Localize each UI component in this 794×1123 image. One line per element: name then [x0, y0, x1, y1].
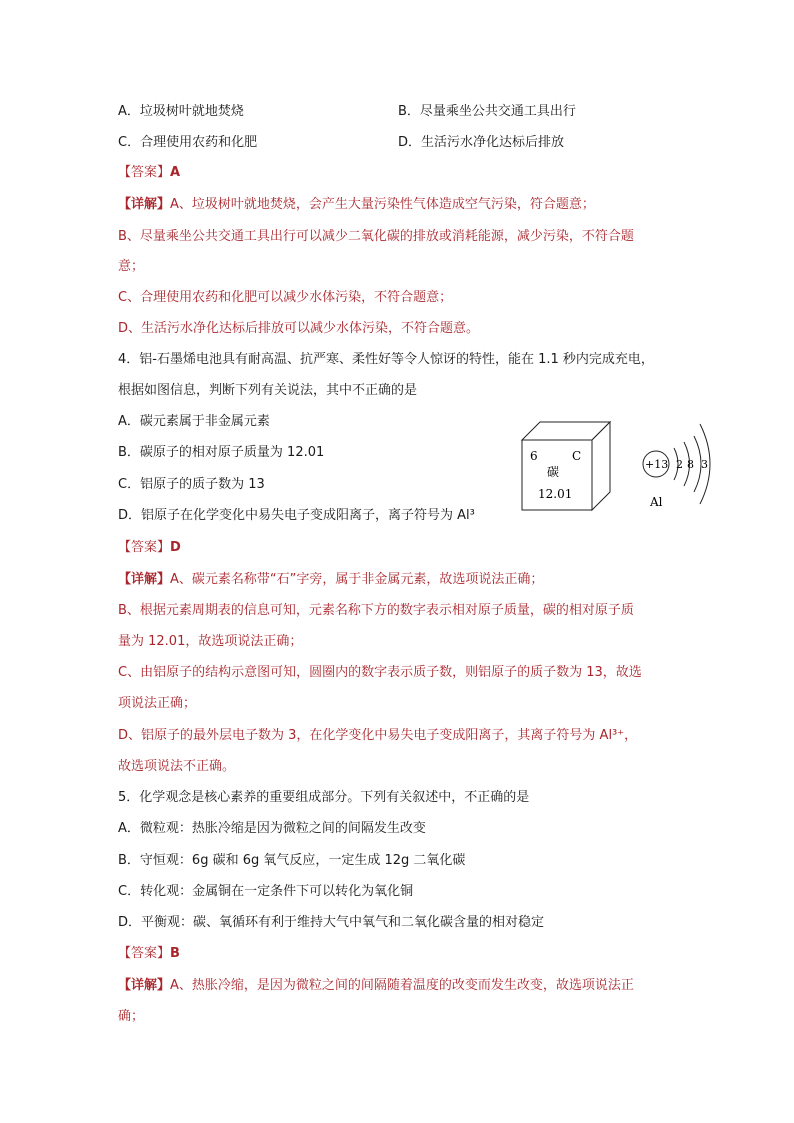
atomic-mass: 12.01: [538, 487, 573, 501]
q5-option-a: A．微粒观：热胀冷缩是因为微粒之间的间隔发生改变: [118, 821, 426, 836]
detail-label: 【详解】: [118, 978, 171, 993]
q5-detail-a2: 确；: [118, 1009, 145, 1024]
answer-label: 【答案】: [118, 946, 171, 961]
q5-answer: [118, 945, 180, 963]
q5-detail-a1: [118, 977, 634, 995]
detail-label: 【详解】: [118, 572, 171, 587]
element-symbol: C: [572, 449, 582, 463]
detail-text: A、垃圾树叶就地焚烧，会产生大量污染性气体造成空气污染，符合题意；: [170, 197, 595, 212]
q4-detail-d2: 故选项说法不正确。: [118, 759, 236, 774]
answer-label: 【答案】: [118, 540, 171, 555]
answer-value: B: [170, 946, 180, 961]
shell-2-electrons: 8: [687, 458, 694, 471]
q4-option-b: B．碳原子的相对原子质量为 12.01: [118, 445, 325, 460]
q4-option-d: D．铝原子在化学变化中易失电子变成阳离子，离子符号为 Al³: [118, 508, 475, 523]
q3-option-b: B．尽量乘坐公共交通工具出行: [398, 104, 576, 119]
q4-detail-d1: D、铝原子的最外层电子数为 3，在化学变化中易失电子变成阳离子，其离子符号为 Al³⁺，: [118, 728, 638, 743]
q3-option-c: C．合理使用农药和化肥: [118, 135, 258, 150]
q4-stem-line1: 4．铝-石墨烯电池具有耐高温、抗严寒、柔性好等令人惊讶的特性，能在 1.1 秒内完成充电，: [118, 352, 654, 367]
q3-answer: [118, 164, 180, 182]
q5-option-b: B．守恒观：6g 碳和 6g 氧气反应，一定生成 12g 二氧化碳: [118, 853, 466, 868]
q5-stem: 5．化学观念是核心素养的重要组成部分。下列有关叙述中，不正确的是: [118, 790, 530, 805]
q4-detail-b2: 量为 12.01，故选项说法正确；: [118, 634, 303, 649]
q4-detail-b1: B、根据元素周期表的信息可知，元素名称下方的数字表示相对原子质量，碳的相对原子质: [118, 603, 634, 618]
q4-option-c: C．铝原子的质子数为 13: [118, 477, 265, 492]
q4-option-a: A．碳元素属于非金属元素: [118, 414, 270, 429]
shell-1-electrons: 2: [676, 458, 683, 471]
atomic-number: 6: [530, 449, 538, 463]
shell-3-electrons: 3: [701, 458, 708, 471]
q3-detail-b1: B、尽量乘坐公共交通工具出行可以减少二氧化碳的排放或消耗能源，减少污染，不符合题: [118, 229, 634, 244]
q3-option-a: A．垃圾树叶就地焚烧: [118, 104, 244, 119]
atom-symbol: Al: [650, 495, 663, 509]
q3-option-d: D．生活污水净化达标后排放: [398, 135, 565, 150]
nucleus-charge: +13: [645, 458, 669, 471]
carbon-element-card: [520, 420, 612, 512]
q3-detail-d: D、生活污水净化达标后排放可以减少水体污染，不符合题意。: [118, 321, 480, 336]
q3-detail-c: C、合理使用农药和化肥可以减少水体污染，不符合题意；: [118, 290, 453, 305]
element-name: 碳: [547, 465, 560, 479]
answer-value: A: [170, 165, 181, 180]
q3-detail-b2: 意；: [118, 259, 145, 274]
aluminum-atom-diagram: [636, 414, 716, 514]
detail-text: A、碳元素名称带“石”字旁，属于非金属元素，故选项说法正确；: [170, 572, 544, 587]
answer-value: D: [170, 540, 181, 555]
q4-detail-c1: C、由铝原子的结构示意图可知，圆圈内的数字表示质子数，则铝原子的质子数为 13，故选: [118, 665, 642, 680]
q4-detail-c2: 项说法正确；: [118, 696, 197, 711]
q4-detail-a: [118, 571, 543, 589]
q4-stem-line2: 根据如图信息，判断下列有关说法，其中不正确的是: [118, 383, 418, 398]
q5-option-d: D．平衡观：碳、氧循环有利于维持大气中氧气和二氧化碳含量的相对稳定: [118, 915, 545, 930]
detail-label: 【详解】: [118, 197, 171, 212]
q4-answer: [118, 539, 181, 557]
q5-option-c: C．转化观：金属铜在一定条件下可以转化为氧化铜: [118, 884, 414, 899]
detail-text: A、热胀冷缩，是因为微粒之间的间隔随着温度的改变而发生改变，故选项说法正: [170, 978, 634, 993]
q3-detail-a: [118, 196, 595, 214]
answer-label: 【答案】: [118, 165, 171, 180]
